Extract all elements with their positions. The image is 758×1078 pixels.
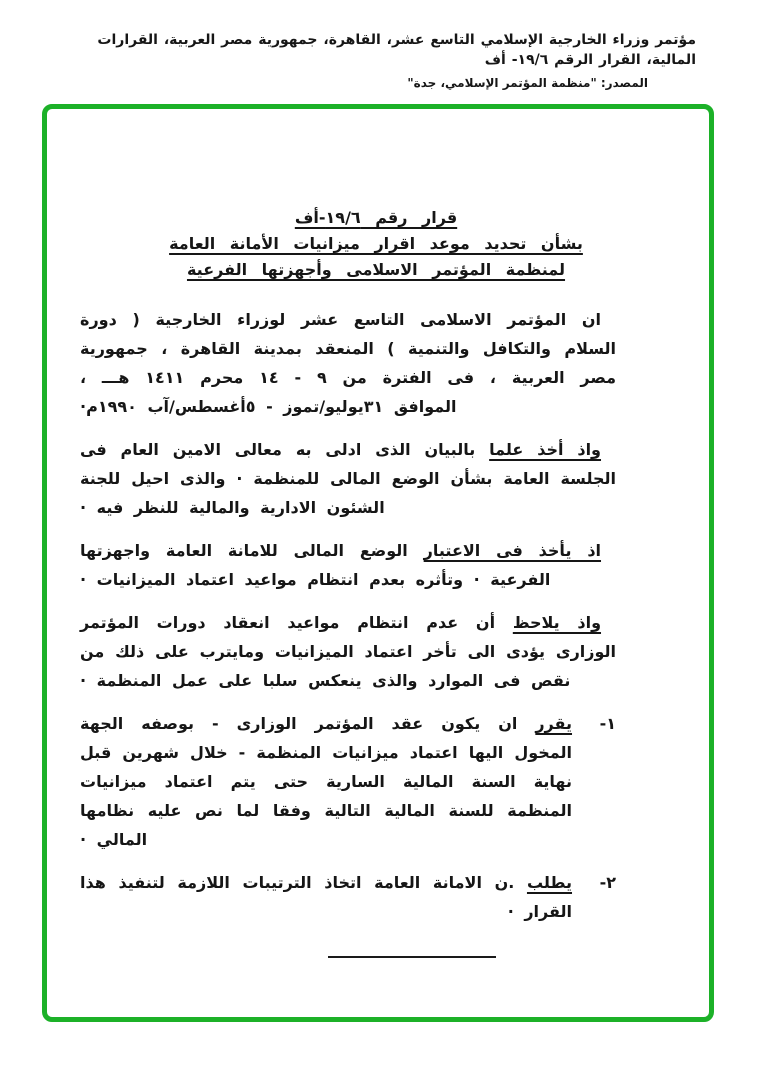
item-number: ١- [599,714,616,733]
header-citation: مؤتمر وزراء الخارجية الإسلامي التاسع عشر، القاهرة، جمهورية مصر العربية، القرارات المالية، القرار الرقم ١٩/٦- أف [97,32,696,68]
preamble-paragraph-2 [80,435,616,522]
paragraph-lead: واذ أخذ علما [489,440,602,459]
paragraph-lead: واذ يلاحظ [512,613,602,632]
paragraph-lead: اذ يأخذ فى الاعتبار [423,541,602,560]
decision-item-2 [80,868,616,926]
document-page-frame [42,104,714,1022]
item-lead: يقرر [535,714,573,733]
end-divider [328,956,496,958]
document-page-content [47,109,709,1017]
paragraph-text: الوضع المالى للامانة العامة واجهزتها الفرعية · وتأثره بعدم انتظام مواعيد اعتماد الميزانيات · [80,541,551,589]
header-source: المصدر: "منظمة المؤتمر الإسلامي، جدة" [407,76,648,90]
preamble-paragraph-1 [80,305,616,421]
item-text [80,868,572,926]
item-lead: يطلب [526,873,573,892]
paragraph-text: أن عدم انتظام مواعيد انعقاد دورات المؤتمر الوزارى يؤدى الى تأخر اعتماد الميزانيات ومايترب على ذلك من نقص فى الموارد والذى ينعكس سلبا على عمل المنظمة · [80,613,616,690]
item-number: ٢- [599,873,616,892]
decision-item-1 [80,709,616,854]
preamble-paragraph-4 [80,608,616,695]
item-body-text: ان يكون عقد المؤتمر الوزارى - بوصفه الجهة المخول اليها اعتماد ميزانيات المنظمة - خلال شهرين قبل نهاية السنة المالية السارية حتى يتم اعتماد ميزانيات المنظمة للسنة المالية التالية وفقا لما نص عليه نظامها المالي · [80,714,572,849]
item-body-text: .ن الامانة العامة اتخاذ الترتيبات اللازمة لتنفيذ هذا القرار · [80,873,572,921]
paragraph-text: ان المؤتمر الاسلامى التاسع عشر لوزراء الخارجية ( دورة السلام والتكافل والتنمية ) المنعقد بمدينة القاهرة ، جمهورية مصر العربية ، فى الفترة من ٩ - ١٤ محرم ١٤١١ هـــ ، الموافق ٣١يوليو/تموز - ٥أغسطس/آب ١٩٩٠م· [80,310,617,416]
item-text [80,709,572,854]
resolution-title-line-3: لمنظمة المؤتمر الاسلامى وأجهزتها الفرعية [186,260,566,279]
resolution-title-line-2: بشأن تحديد موعد اقرار ميزانيات الأمانة العامة [169,234,583,253]
resolution-title-line-1: قرار رقم ١٩/٦-أف [294,208,458,227]
header-block [58,30,696,91]
paragraph-text: بالبيان الذى ادلى به معالى الامين العام فى الجلسة العامة بشأن الوضع المالى للمنظمة · والذى احيل للجنة الشئون الادارية والمالية للنظر فيه · [80,440,616,517]
resolution-title [108,205,644,283]
preamble-paragraph-3 [80,536,616,594]
